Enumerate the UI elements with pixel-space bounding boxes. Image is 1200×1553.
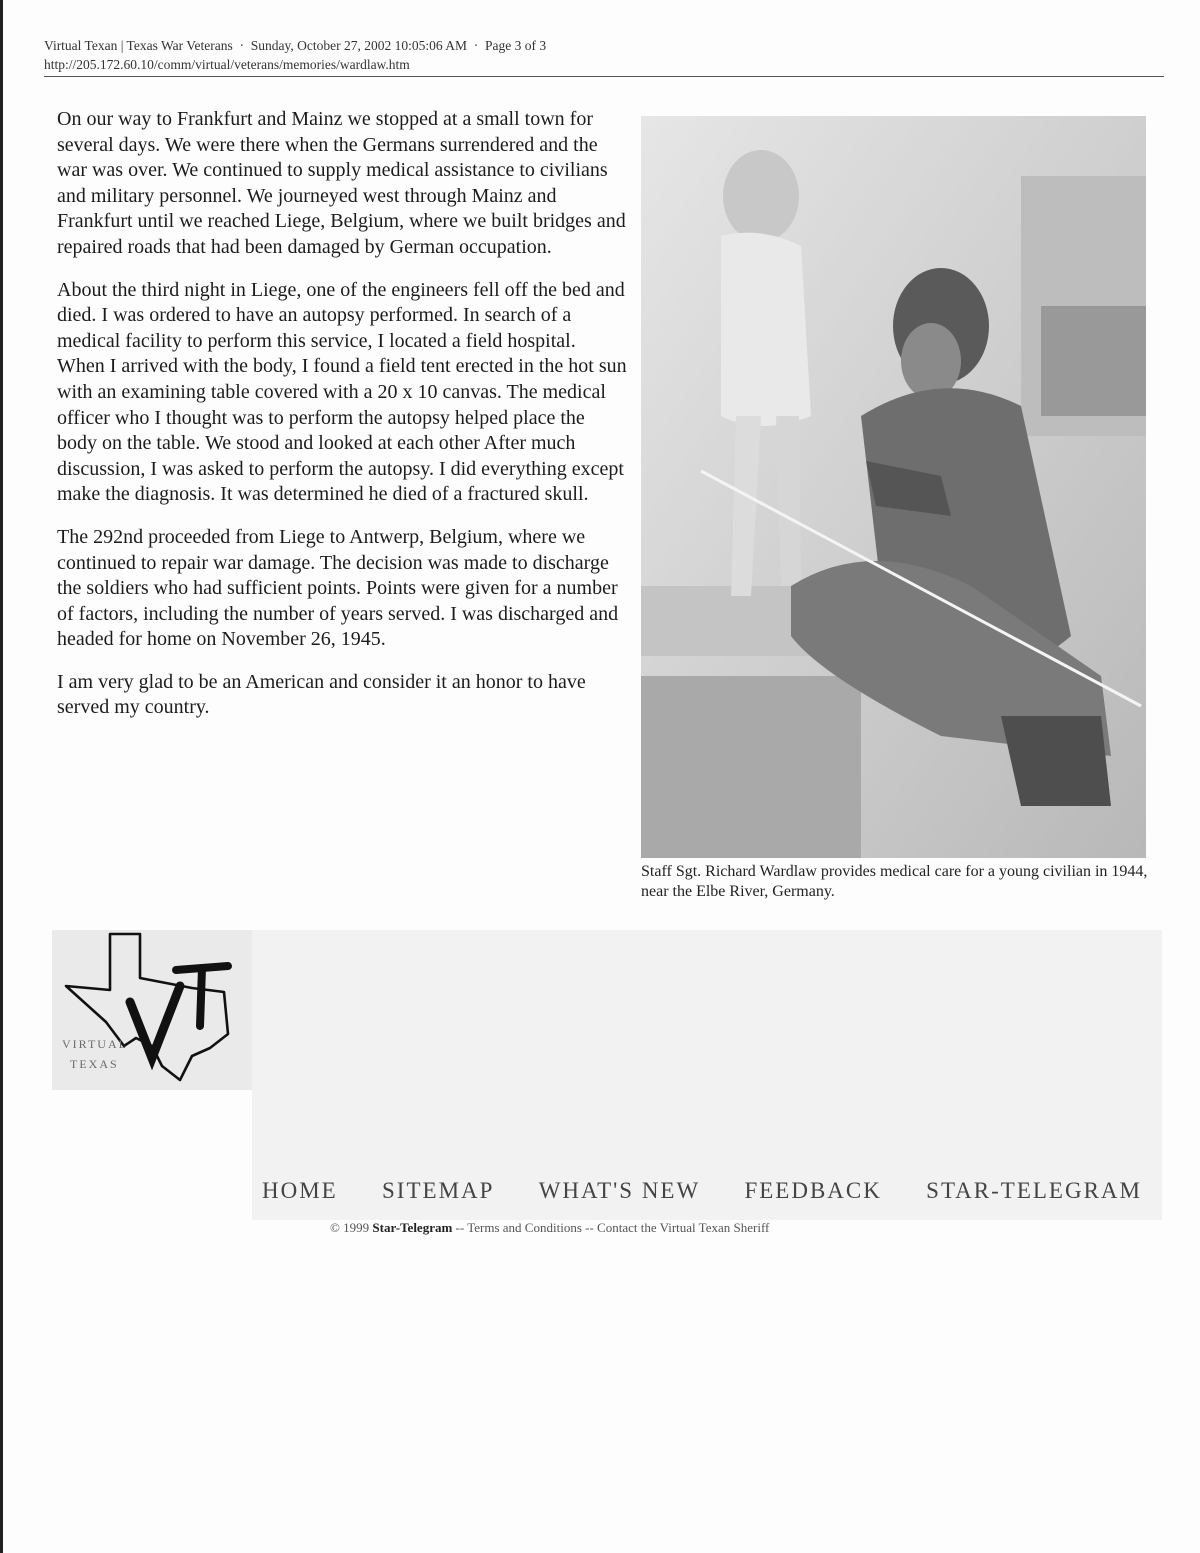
- footer-separator: --: [455, 1220, 465, 1235]
- nav-feedback-link[interactable]: FEEDBACK: [744, 1178, 882, 1203]
- footer-background: [252, 930, 1162, 1220]
- article-photo: [641, 116, 1146, 858]
- article-body: [57, 107, 627, 738]
- scan-edge: [0, 0, 3, 1553]
- terms-link[interactable]: Terms and Conditions: [467, 1220, 582, 1235]
- page-url: http://205.172.60.10/comm/virtual/veterans/memories/wardlaw.htm: [44, 57, 410, 72]
- logo-monogram: VT: [152, 996, 165, 1007]
- logo-text-virtual: VIRTUAL: [62, 1037, 128, 1051]
- publisher-link[interactable]: Star-Telegram: [372, 1220, 453, 1235]
- site-title: Virtual Texan | Texas War Veterans: [44, 38, 233, 53]
- header-rule: [44, 76, 1164, 77]
- photo-illustration: [641, 116, 1146, 858]
- article-paragraph: On our way to Frankfurt and Mainz we stopped at a small town for several days. We were there when the Germans surrendered and the war was over. We continued to supply medical assistance to civilians and military personnel. We journeyed west through Mainz and Frankfurt until we reached Liege, Belgium, where we built bridges and repaired roads that had been damaged by German occupation.: [57, 108, 626, 258]
- nav-star-telegram-link[interactable]: STAR-TELEGRAM: [926, 1178, 1142, 1203]
- print-header: [44, 36, 1164, 74]
- copyright: © 1999: [330, 1220, 370, 1235]
- article-paragraph: The 292nd proceeded from Liege to Antwerp, Belgium, where we continued to repair war damage. The decision was made to discharge the soldiers who had sufficient points. Points were given for a number of factors, including the number of years served. I was discharged and headed for home on November 26, 1945.: [57, 525, 619, 651]
- date-separator: ·: [239, 38, 244, 53]
- footer-separator: --: [585, 1220, 594, 1235]
- contact-sheriff-link[interactable]: Contact the Virtual Texan Sheriff: [597, 1220, 770, 1235]
- nav-whats-new-link[interactable]: WHAT'S NEW: [538, 1178, 701, 1203]
- page-footer: [330, 1220, 769, 1236]
- nav-home-link[interactable]: HOME: [262, 1178, 338, 1203]
- printed-at: Sunday, October 27, 2002 10:05:06 AM: [250, 38, 467, 53]
- print-header-line-1: [44, 36, 1164, 55]
- photo-caption: Staff Sgt. Richard Wardlaw provides medical care for a young civilian in 1944, near the Elbe River, Germany.: [641, 863, 1148, 900]
- virtual-texan-logo[interactable]: [52, 930, 252, 1090]
- page-indicator: Page 3 of 3: [485, 38, 547, 53]
- page-separator: ·: [473, 38, 479, 53]
- article-paragraph: I am very glad to be an American and consider it an honor to have served my country.: [57, 670, 586, 719]
- logo-text-texas: TEXAS: [70, 1057, 119, 1071]
- site-nav: [262, 1178, 1142, 1204]
- article-paragraph: About the third night in Liege, one of the engineers fell off the bed and died. I was ordered to have an autopsy performed. In search of a medical facility to perform this service, I located a field hospital. When I arrived with the body, I found a field tent erected in the hot sun with an examining table covered with a 20 x 10 canvas. The medical officer who I thought was to perform the autopsy helped place the body on the table. We stood and looked at each other After much discussion, I was asked to perform the autopsy. I did everything except make the diagnosis. It was determined he died of a fractured skull.: [57, 278, 627, 506]
- nav-sitemap-link[interactable]: SITEMAP: [382, 1178, 495, 1203]
